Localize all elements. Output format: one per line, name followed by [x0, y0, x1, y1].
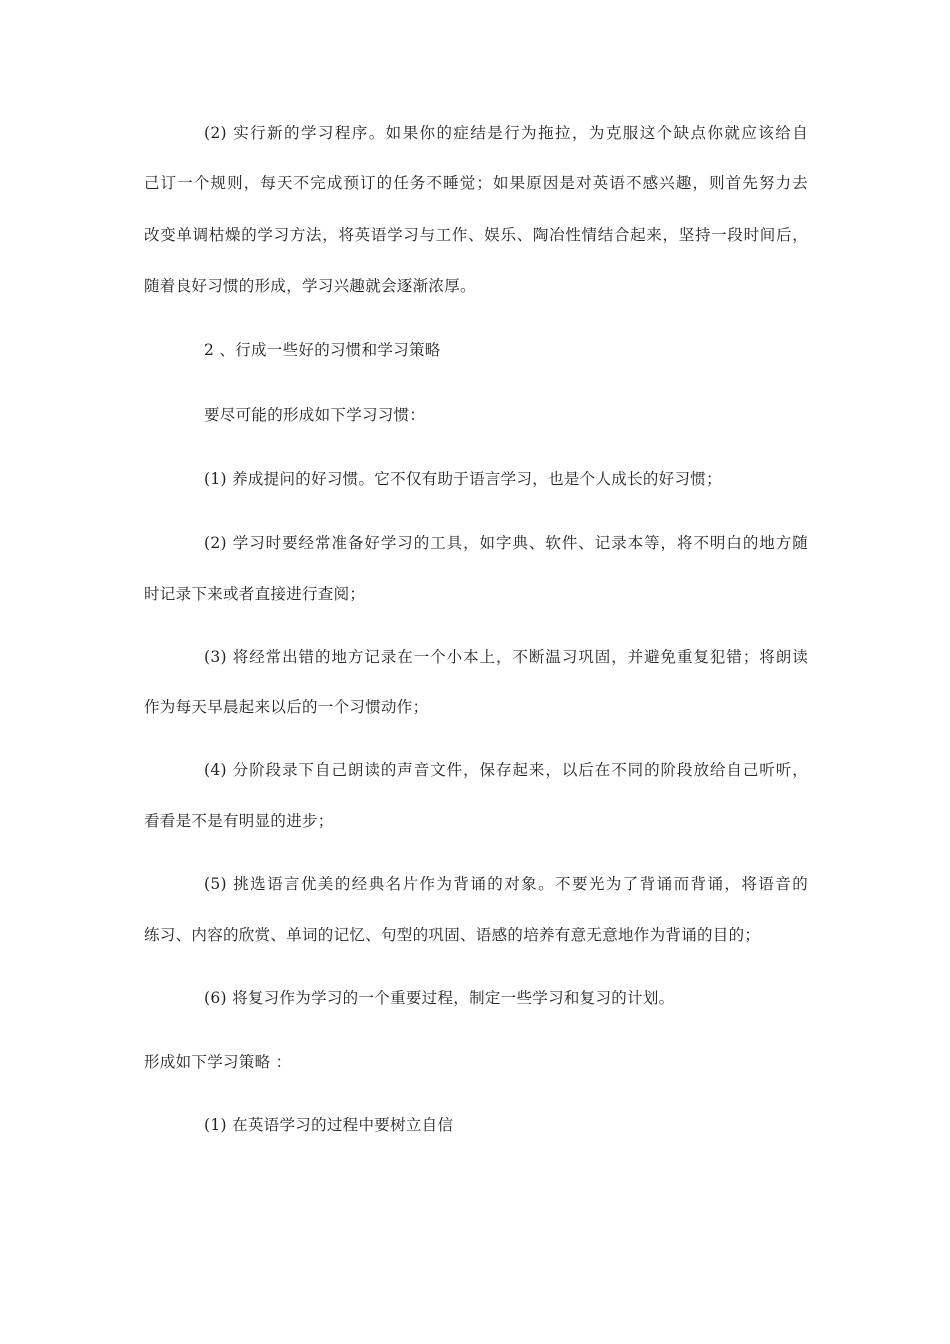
habit-item-3-line-1: (3) 将经常出错的地方记录在一个小本上，不断温习巩固，并避免重复犯错；将朗读 [204, 648, 808, 666]
habits-intro: 要尽可能的形成如下学习习惯： [204, 406, 426, 424]
paragraph-1-line-2: 己订一个规则，每天不完成预订的任务不睡觉；如果原因是对英语不感兴趣，则首先努力去 [144, 174, 808, 192]
section-heading-habits: 2 、行成一些好的习惯和学习策略 [204, 341, 441, 359]
habit-item-4-line-1: (4) 分阶段录下自己朗读的声音文件，保存起来，以后在不同的阶段放给自己听听， [204, 761, 808, 779]
strategy-item-1: (1) 在英语学习的过程中要树立自信 [204, 1116, 454, 1134]
paragraph-1-line-1: (2) 实行新的学习程序。如果你的症结是行为拖拉，为克服这个缺点你就应该给自 [204, 124, 808, 142]
habit-item-4-line-2: 看看是不是有明显的进步； [144, 812, 334, 830]
habit-item-6: (6) 将复习作为学习的一个重要过程，制定一些学习和复习的计划。 [204, 989, 675, 1007]
habit-item-1: (1) 养成提问的好习惯。它不仅有助于语言学习，也是个人成长的好习惯； [204, 470, 722, 488]
habit-item-2-line-1: (2) 学习时要经常准备好学习的工具，如字典、软件、记录本等，将不明白的地方随 [204, 534, 808, 552]
habit-item-5-line-2: 练习、内容的欣赏、单词的记忆、句型的巩固、语感的培养有意无意地作为背诵的目的； [144, 926, 761, 944]
habit-item-5-line-1: (5) 挑选语言优美的经典名片作为背诵的对象。不要光为了背诵而背诵，将语音的 [204, 875, 808, 893]
habit-item-3-line-2: 作为每天早晨起来以后的一个习惯动作； [144, 698, 429, 716]
strategies-intro: 形成如下学习策略 ： [144, 1053, 292, 1071]
paragraph-1-line-3: 改变单调枯燥的学习方法，将英语学习与工作、娱乐、陶冶性情结合起来，坚持一段时间后， [144, 226, 808, 244]
habit-item-2-line-2: 时记录下来或者直接进行查阅； [144, 585, 366, 603]
paragraph-1-line-4: 随着良好习惯的形成，学习兴趣就会逐渐浓厚。 [144, 277, 476, 295]
